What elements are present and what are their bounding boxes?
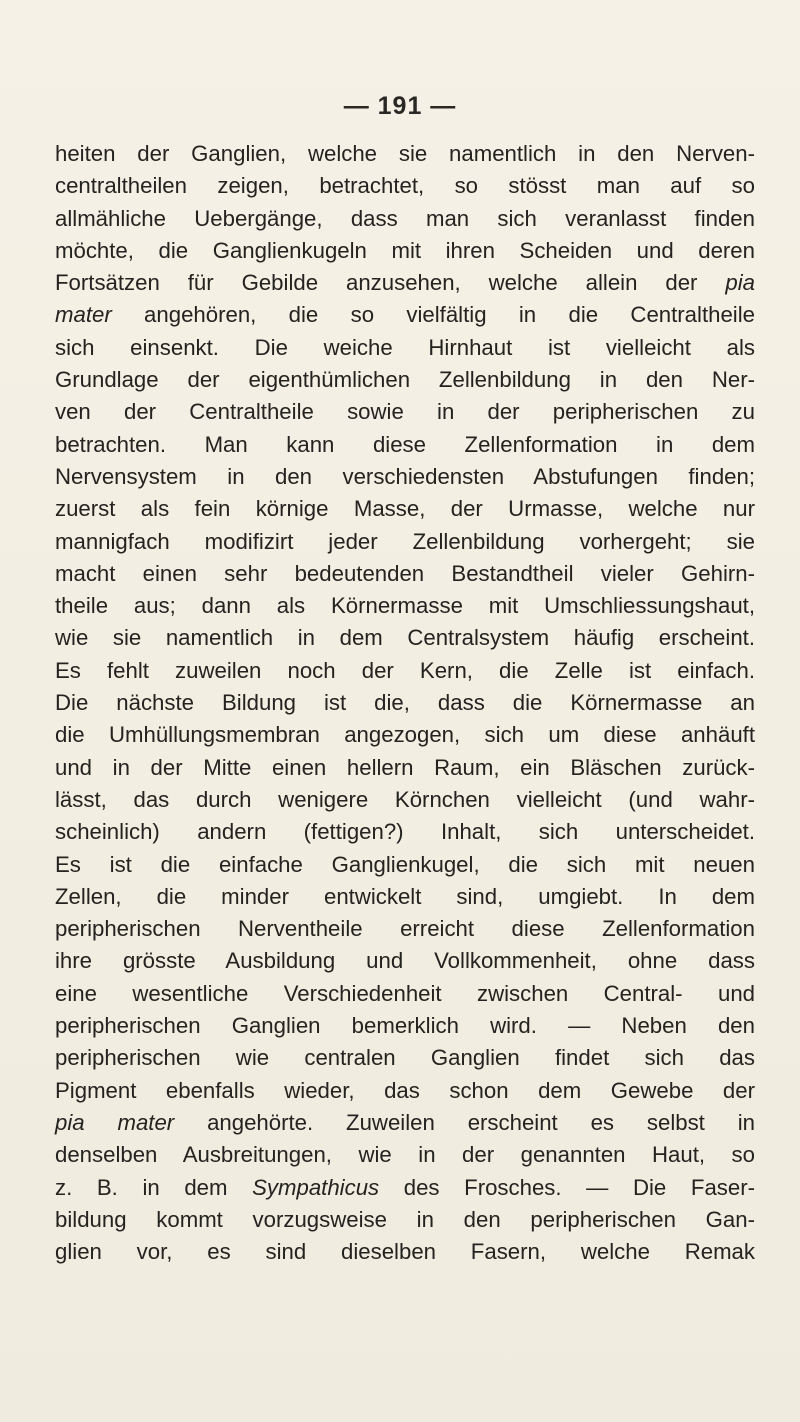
text-segment: betrachten. Man kann diese Zellenformation in dem bbox=[55, 431, 755, 457]
text-segment: mannigfach modifizirt jeder Zellenbildung vorhergeht; sie bbox=[55, 528, 755, 554]
text-line bbox=[55, 396, 755, 428]
text-segment: Die nächste Bildung ist die, dass die Körnermasse an bbox=[55, 690, 755, 716]
text-line bbox=[55, 138, 755, 170]
text-line bbox=[55, 429, 755, 461]
text-segment: Es fehlt zuweilen noch der Kern, die Zelle ist einfach. bbox=[55, 657, 755, 683]
text-segment: scheinlich) andern (fettigen?) Inhalt, sich unterscheidet. bbox=[55, 819, 755, 845]
text-segment: eine wesentliche Verschiedenheit zwischen Central- und bbox=[55, 980, 755, 1006]
text-segment: Nervensystem in den verschiedensten Abstufungen finden; bbox=[55, 463, 755, 489]
text-segment: bildung kommt vorzugsweise in den peripherischen Gan- bbox=[55, 1206, 755, 1232]
text-line bbox=[55, 461, 755, 493]
text-segment: centraltheilen zeigen, betrachtet, so stösst man auf so bbox=[55, 173, 755, 199]
italic-text-segment: Sympathicus bbox=[252, 1174, 380, 1200]
text-line bbox=[55, 1139, 755, 1171]
text-line bbox=[55, 687, 755, 719]
text-line bbox=[55, 655, 755, 687]
body-text bbox=[55, 138, 755, 1268]
text-segment: z. B. in dem bbox=[55, 1174, 253, 1200]
text-segment: peripherischen wie centralen Ganglien findet sich das bbox=[55, 1045, 755, 1071]
text-line bbox=[55, 526, 755, 558]
text-segment: Grundlage der eigenthümlichen Zellenbildung in den Ner- bbox=[55, 367, 755, 393]
text-line bbox=[55, 945, 755, 977]
text-line bbox=[55, 978, 755, 1010]
text-line bbox=[55, 1042, 755, 1074]
text-segment: denselben Ausbreitungen, wie in der genannten Haut, so bbox=[55, 1142, 755, 1168]
text-segment: macht einen sehr bedeutenden Bestandtheil vieler Gehirn- bbox=[55, 560, 755, 586]
text-segment: Zellen, die minder entwickelt sind, umgiebt. In dem bbox=[55, 883, 755, 909]
text-line bbox=[55, 267, 755, 299]
text-segment: Pigment ebenfalls wieder, das schon dem Gewebe der bbox=[55, 1077, 755, 1103]
text-line bbox=[55, 784, 755, 816]
text-line bbox=[55, 622, 755, 654]
text-segment: sich einsenkt. Die weiche Hirnhaut ist vielleicht als bbox=[55, 334, 755, 360]
text-segment: angehören, die so vielfältig in die Centraltheile bbox=[111, 302, 755, 328]
text-segment: ihre grösste Ausbildung und Vollkommenheit, ohne dass bbox=[55, 948, 755, 974]
text-line bbox=[55, 1075, 755, 1107]
text-line bbox=[55, 752, 755, 784]
text-segment: glien vor, es sind dieselben Fasern, welche Remak bbox=[55, 1239, 755, 1265]
text-segment: Es ist die einfache Ganglienkugel, die sich mit neuen bbox=[55, 851, 755, 877]
italic-text-segment: pia mater bbox=[55, 1109, 175, 1135]
text-line bbox=[55, 1107, 755, 1139]
text-segment: des Frosches. — Die Faser- bbox=[379, 1174, 755, 1200]
text-segment: und in der Mitte einen hellern Raum, ein Bläschen zurück- bbox=[55, 754, 755, 780]
text-line bbox=[55, 881, 755, 913]
text-segment: heiten der Ganglien, welche sie namentlich in den Nerven- bbox=[55, 141, 755, 166]
text-line bbox=[55, 849, 755, 881]
text-segment: möchte, die Ganglienkugeln mit ihren Scheiden und deren bbox=[55, 237, 755, 263]
text-line bbox=[55, 1236, 755, 1268]
page-number: — 191 — bbox=[343, 92, 457, 120]
text-segment: theile aus; dann als Körnermasse mit Umschliessungshaut, bbox=[55, 593, 755, 619]
text-line bbox=[55, 558, 755, 590]
text-line bbox=[55, 816, 755, 848]
text-line bbox=[55, 1172, 755, 1204]
text-line bbox=[55, 719, 755, 751]
text-segment: Fortsätzen für Gebilde anzusehen, welche allein der bbox=[55, 270, 726, 296]
text-segment: angehörte. Zuweilen erscheint es selbst in bbox=[174, 1109, 755, 1135]
text-segment: ven der Centraltheile sowie in der peripherischen zu bbox=[55, 399, 755, 425]
text-segment: allmähliche Uebergänge, dass man sich veranlasst finden bbox=[55, 205, 755, 231]
text-line bbox=[55, 590, 755, 622]
italic-text-segment: pia bbox=[725, 270, 755, 296]
text-line bbox=[55, 332, 755, 364]
text-line bbox=[55, 364, 755, 396]
italic-text-segment: mater bbox=[55, 302, 112, 328]
text-line bbox=[55, 493, 755, 525]
text-segment: wie sie namentlich in dem Centralsystem häufig erscheint. bbox=[55, 625, 755, 651]
text-line bbox=[55, 235, 755, 267]
text-segment: peripherischen Ganglien bemerklich wird. — Neben den bbox=[55, 1013, 755, 1039]
text-segment: die Umhüllungsmembran angezogen, sich um diese anhäuft bbox=[55, 722, 755, 748]
text-line bbox=[55, 1204, 755, 1236]
text-line bbox=[55, 913, 755, 945]
text-line bbox=[55, 1010, 755, 1042]
text-segment: peripherischen Nerventheile erreicht diese Zellenformation bbox=[55, 916, 755, 942]
text-segment: lässt, das durch wenigere Körnchen vielleicht (und wahr- bbox=[55, 786, 755, 812]
text-line bbox=[55, 299, 755, 331]
text-line bbox=[55, 203, 755, 235]
text-line bbox=[55, 170, 755, 202]
text-segment: zuerst als fein körnige Masse, der Urmasse, welche nur bbox=[55, 496, 755, 522]
